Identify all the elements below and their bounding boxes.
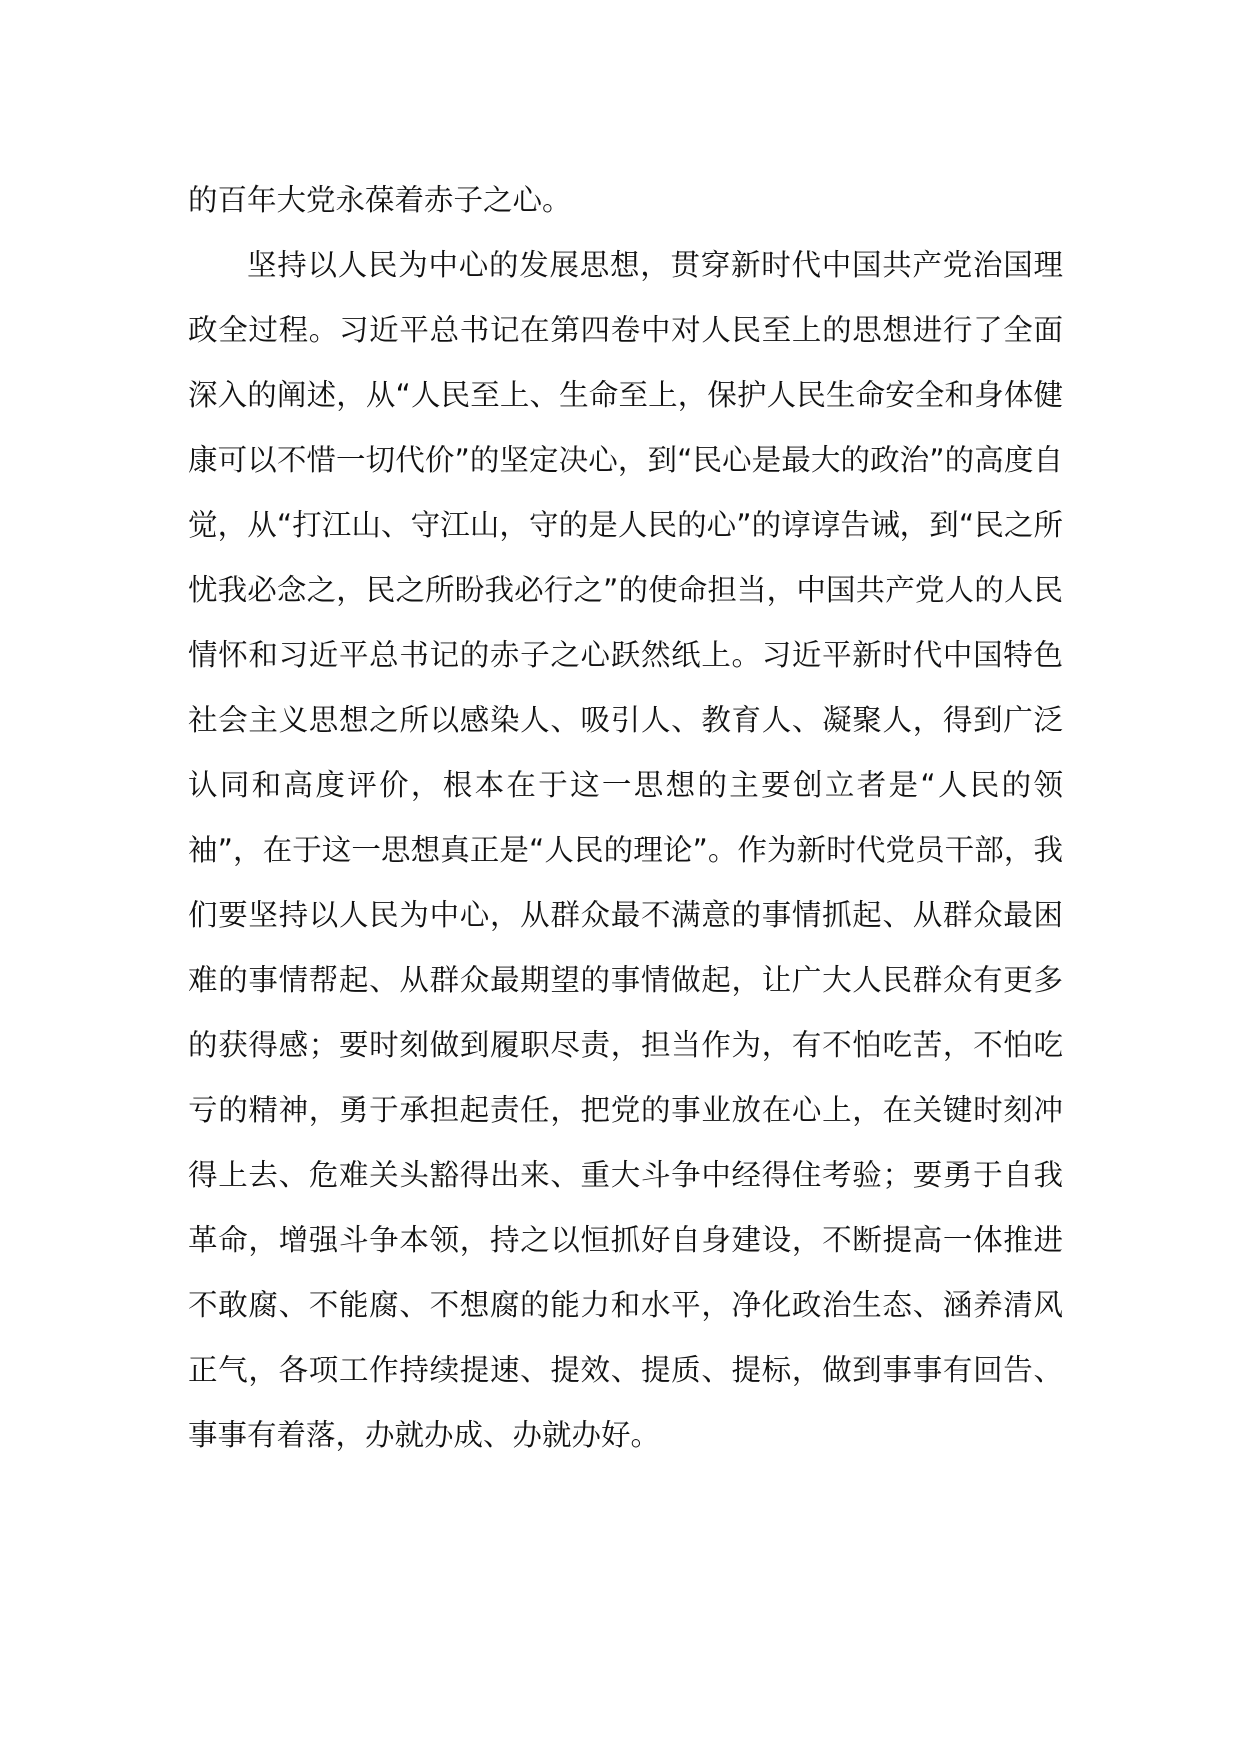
document-body <box>188 168 1063 1468</box>
paragraph-people-centered: 坚持以人民为中心的发展思想，贯穿新时代中国共产党治国理政全过程。习近平总书记在第四卷中对人民至上的思想进行了全面深入的阐述，从“人民至上、生命至上，保护人民生命安全和身体健康可以不惜一切代价”的坚定决心，到“民心是最大的政治”的高度自觉，从“打江山、守江山，守的是人民的心”的谆谆告诫，到“民之所忧我必念之，民之所盼我必行之”的使命担当，中国共产党人的人民情怀和习近平总书记的赤子之心跃然纸上。习近平新时代中国特色社会主义思想之所以感染人、吸引人、教育人、凝聚人，得到广泛认同和高度评价，根本在于这一思想的主要创立者是“人民的领袖”，在于这一思想真正是“人民的理论”。作为新时代党员干部，我们要坚持以人民为中心，从群众最不满意的事情抓起、从群众最困难的事情帮起、从群众最期望的事情做起，让广大人民群众有更多的获得感；要时刻做到履职尽责，担当作为，有不怕吃苦，不怕吃亏的精神，勇于承担起责任，把党的事业放在心上，在关键时刻冲得上去、危难关头豁得出来、重大斗争中经得住考验；要勇于自我革命，增强斗争本领，持之以恒抓好自身建设，不断提高一体推进不敢腐、不能腐、不想腐的能力和水平，净化政治生态、涵养清风正气，各项工作持续提速、提效、提质、提标，做到事事有回告、事事有着落，办就办成、办就办好。 <box>188 248 1063 1452</box>
paragraph-continued: 的百年大党永葆着赤子之心。 <box>188 183 572 217</box>
